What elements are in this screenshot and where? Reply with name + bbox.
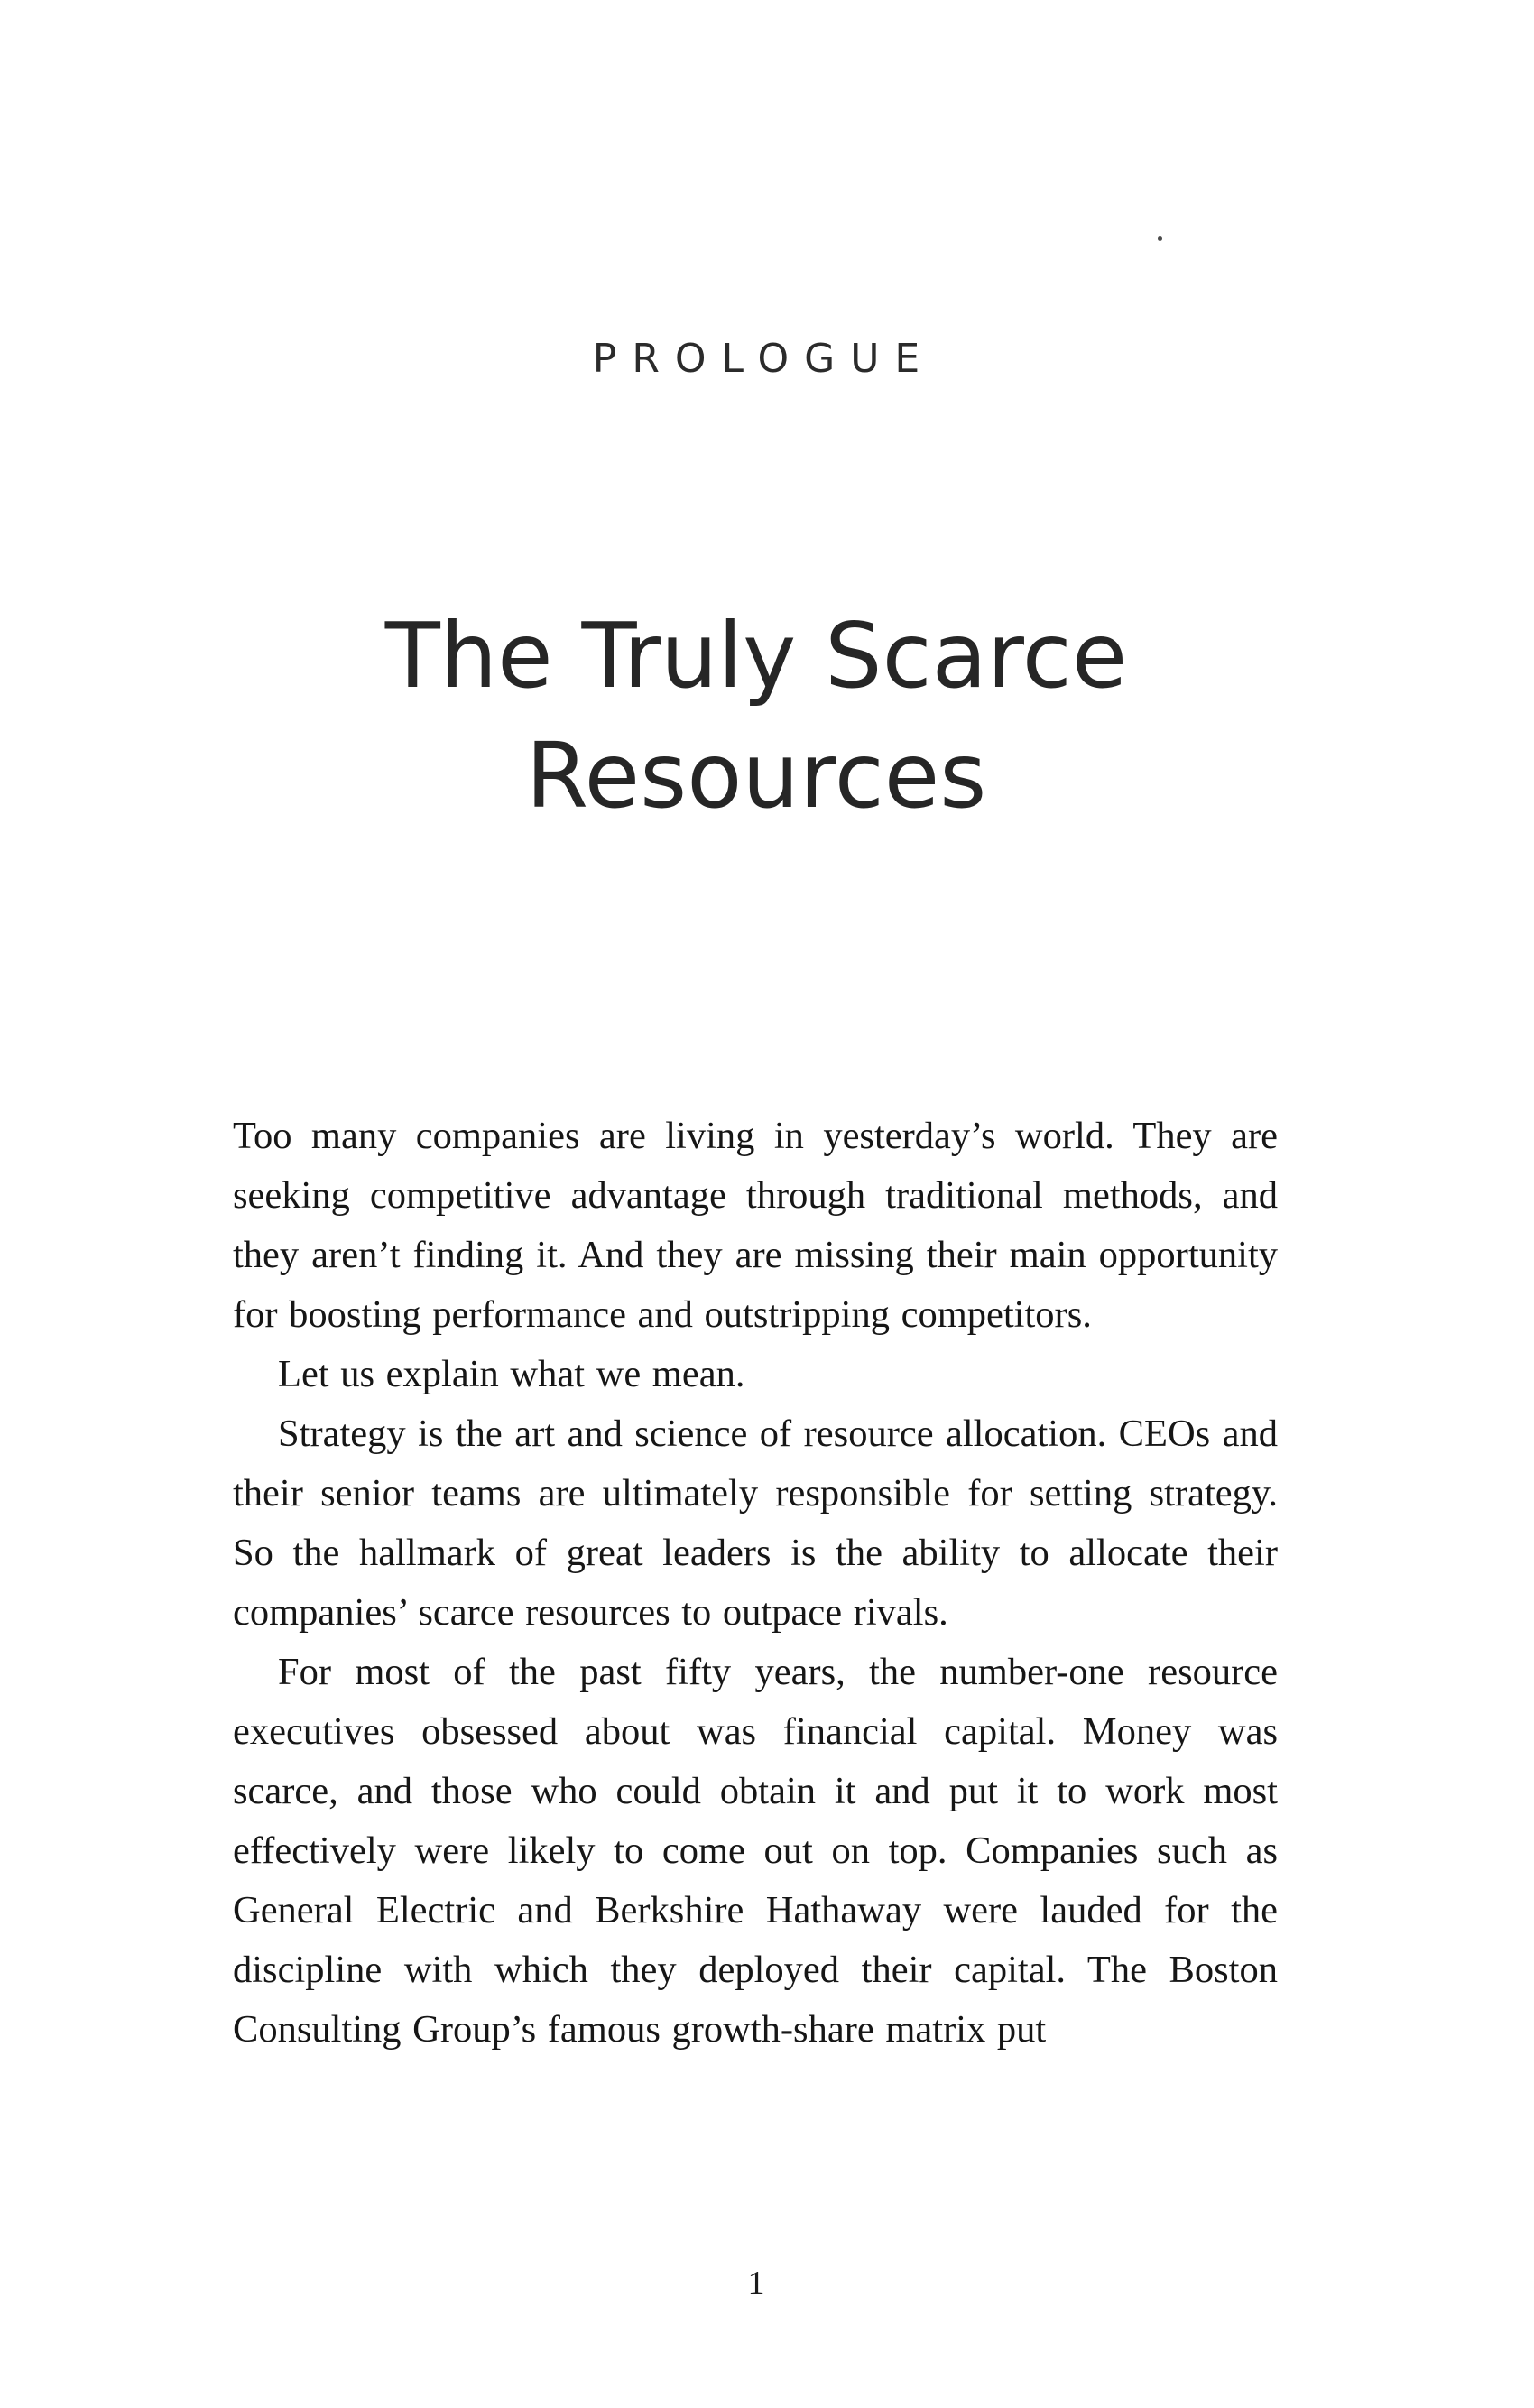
paragraph-4: For most of the past fifty years, the number-one resource executives obsessed about was financial capital. Money was scarce, and those who could obtain it and put it to work most effectively were likely to come out on top. Companies such as General Electric and Berkshire Hathaway were lauded for the discipline with which they deployed their capital. The Boston Consulting Group’s famous growth-share matrix put [233, 1651, 1278, 2051]
paragraph-1: Too many companies are living in yesterday’s world. They are seeking competitive advantage through traditional methods, and they aren’t finding it. And they are missing their main opportunity for boosting performance and outstripping competitors. [233, 1115, 1278, 1336]
body-text [233, 1107, 1278, 2060]
page-number: 1 [747, 2264, 765, 2302]
chapter-title-line-2: Resources [525, 723, 987, 829]
chapter-title [188, 596, 1325, 836]
scan-artifact-dot [1158, 236, 1162, 241]
paragraph-3: Strategy is the art and science of resource allocation. CEOs and their senior teams are ultimately responsible for setting strategy. So the hallmark of great leaders is the ability to allocate their companies’ scarce resources to outpace rivals. [233, 1412, 1278, 1634]
paragraph-2: Let us explain what we mean. [278, 1353, 745, 1395]
chapter-title-line-1: The Truly Scarce [384, 603, 1128, 709]
prologue-heading: PROLOGUE [592, 336, 936, 382]
